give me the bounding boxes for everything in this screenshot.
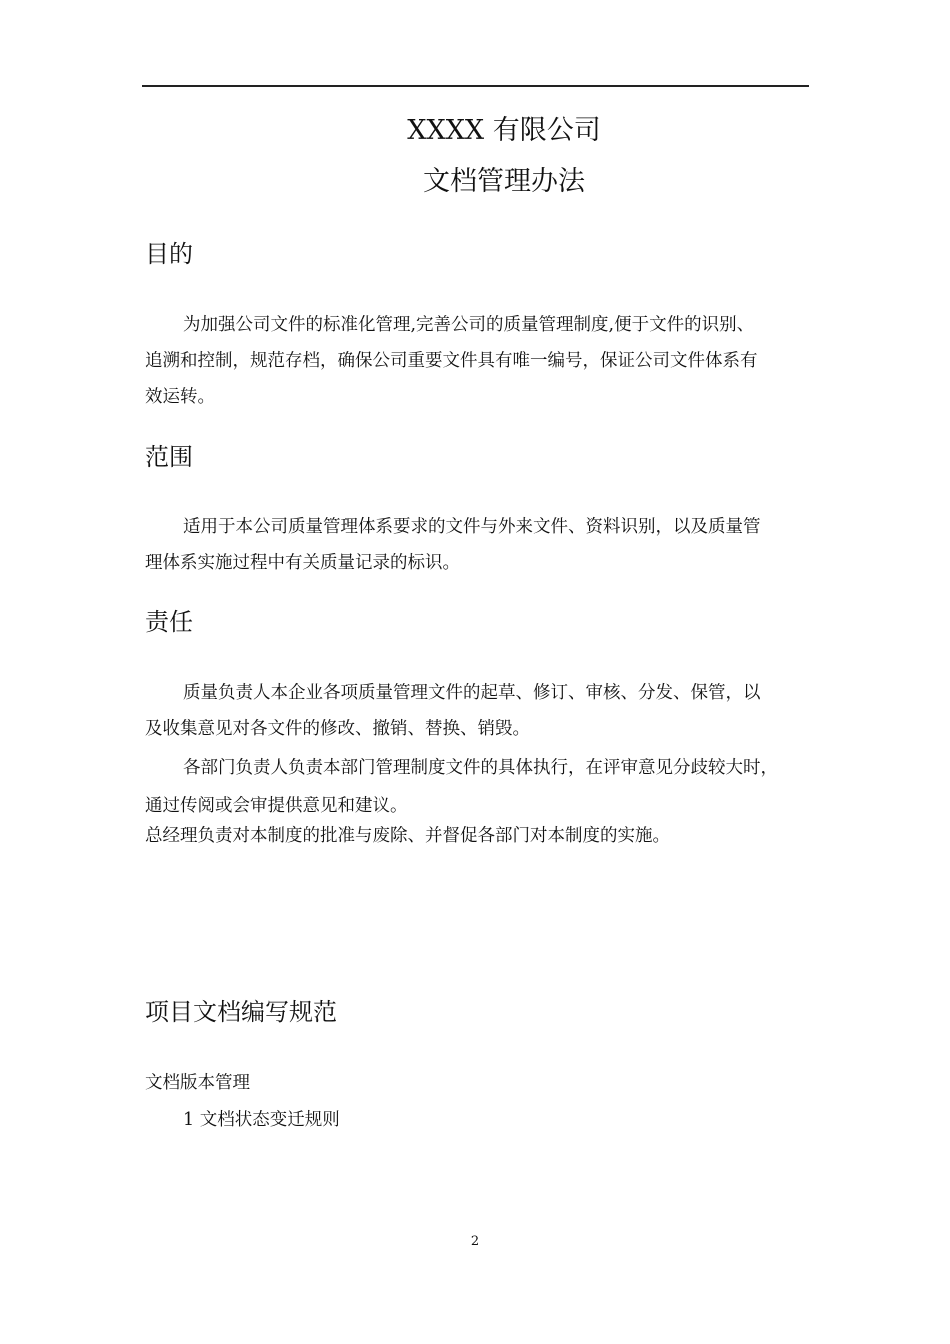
purpose-line-3: 效运转。 bbox=[145, 387, 215, 407]
document-title: 文档管理办法 bbox=[423, 166, 585, 197]
section-heading-scope: 范围 bbox=[145, 443, 193, 471]
purpose-line-1: 为加强公司文件的标准化管理,完善公司的质量管理制度,便于文件的识别、 bbox=[183, 315, 755, 335]
responsibility-line-2: 及收集意见对各文件的修改、撤销、替换、销毁。 bbox=[145, 719, 530, 739]
section-heading-purpose: 目的 bbox=[145, 240, 193, 268]
section-heading-responsibility: 责任 bbox=[145, 608, 193, 636]
responsibility-line-4: 通过传阅或会审提供意见和建议。 bbox=[145, 796, 408, 816]
company-name: XXXX 有限公司 bbox=[407, 115, 601, 146]
section-heading-writing-standard: 项目文档编写规范 bbox=[145, 998, 337, 1026]
subheading-version-management: 文档版本管理 bbox=[145, 1073, 250, 1093]
header-rule bbox=[142, 85, 809, 87]
scope-line-1: 适用于本公司质量管理体系要求的文件与外来文件、资料识别，以及质量管 bbox=[183, 517, 761, 537]
responsibility-line-3: 各部门负责人负责本部门管理制度文件的具体执行，在评审意见分歧较大时， bbox=[183, 758, 778, 778]
purpose-line-2: 追溯和控制，规范存档，确保公司重要文件具有唯一编号，保证公司文件体系有 bbox=[145, 351, 758, 371]
item-status-transition-rules: 1 文档状态变迁规则 bbox=[183, 1110, 340, 1130]
page-number: 2 bbox=[470, 1234, 480, 1249]
responsibility-line-5: 总经理负责对本制度的批准与废除、并督促各部门对本制度的实施。 bbox=[145, 826, 670, 846]
responsibility-line-1: 质量负责人本企业各项质量管理文件的起草、修订、审核、分发、保管，以 bbox=[183, 683, 761, 703]
scope-line-2: 理体系实施过程中有关质量记录的标识。 bbox=[145, 553, 460, 573]
